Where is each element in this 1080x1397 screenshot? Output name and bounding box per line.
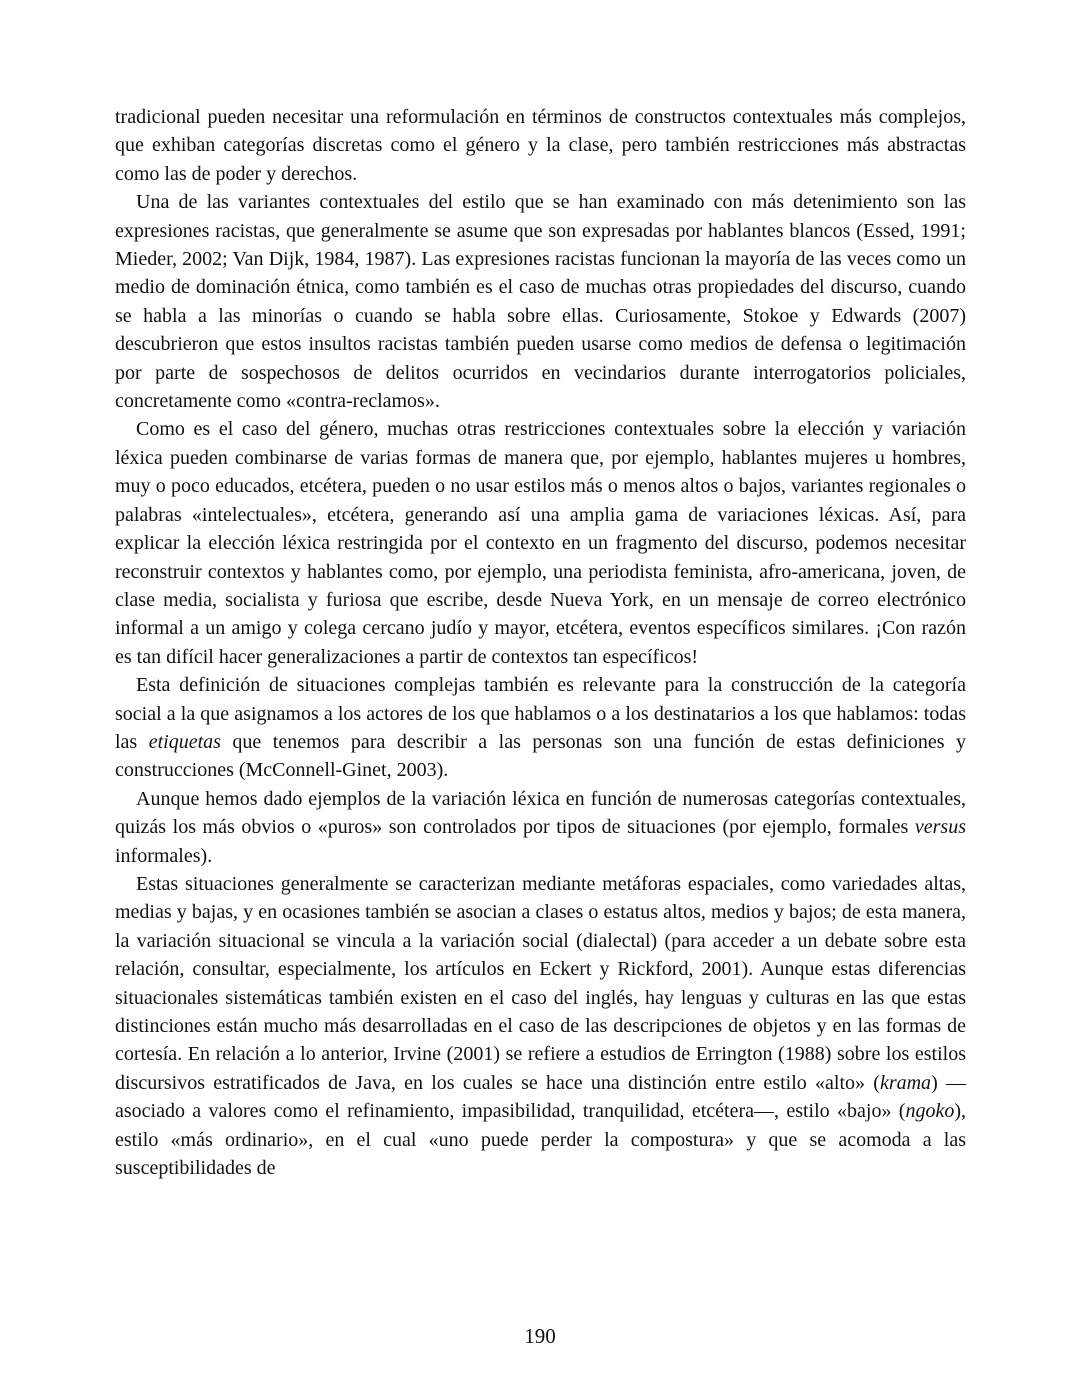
paragraph: [115, 415, 966, 671]
italic-run: versus: [914, 816, 966, 839]
paragraph: [115, 188, 966, 415]
page-number: 190: [524, 1324, 556, 1348]
paragraph: [115, 671, 966, 785]
text-run: Esta definición de situaciones complejas también es relevante para la construcción de la categoría social a la que asignamos a los actores de los que hablamos o a los destinatarios a los que hablamos: todas las: [115, 674, 966, 753]
paragraph: [115, 785, 966, 870]
paragraph: [115, 103, 966, 188]
text-run: tradicional pueden necesitar una reformulación en términos de constructos contextuales más complejos, que exhiban categorías discretas como el género y la clase, pero también restricciones más abstractas como las de poder y derechos.: [115, 106, 966, 185]
italic-run: ngoko: [905, 1100, 955, 1123]
text-run: Como es el caso del género, muchas otras restricciones contextuales sobre la elección y variación léxica pueden combinarse de varias formas de manera que, por ejemplo, hablantes mujeres u hombres, muy o poco educados, etcétera, pueden o no usar estilos más o menos altos o bajos, variantes regionales o palabras «intelectuales», etcétera, generando así una amplia gama de variaciones léxicas. Así, para explicar la elección léxica restringida por el contexto en un fragmento del discurso, podemos necesitar reconstruir contextos y hablantes como, por ejemplo, una periodista feminista, afro-americana, joven, de clase media, socialista y furiosa que escribe, desde Nueva York, en un mensaje de correo electrónico informal a un amigo y colega cercano judío y mayor, etcétera, eventos específicos similares. ¡Con razón es tan difícil hacer generalizaciones a partir de contextos tan específicos!: [115, 418, 966, 668]
italic-run: etiquetas: [148, 730, 221, 753]
italic-run: krama: [879, 1071, 932, 1094]
text-block: [115, 103, 966, 1182]
text-run: que tenemos para describir a las personas son una función de estas definiciones y construcciones (McConnell-Ginet, 2003).: [115, 730, 967, 782]
text-run: informales).: [115, 844, 213, 867]
text-run: ), estilo «más ordinario», en el cual «uno puede perder la compostura» y que se acomoda a las susceptibilidades de: [115, 1100, 966, 1180]
text-run: Una de las variantes contextuales del estilo que se han examinado con más detenimiento son las expresiones racistas, que generalmente se asume que son expresadas por hablantes blancos (Essed, 1991; Mieder, 2002; Van Dijk, 1984, 1987). Las expresiones racistas funcionan la mayoría de las veces como un medio de dominación étnica, como también es el caso de muchas otras propiedades del discurso, cuando se habla a las minorías o cuando se habla sobre ellas. Curiosamente, Stokoe y Edwards (2007) descubrieron que estos insultos racistas también pueden usarse como medios de defensa o legitimación por parte de sospechosos de delitos ocurridos en vecindarios durante interrogatorios policiales, concretamente como «contra-reclamos».: [115, 191, 966, 413]
text-run: ) —asociado a valores como el refinamiento, impasibilidad, tranquilidad, etcétera—, estilo «bajo» (: [115, 1071, 966, 1123]
paragraph: [115, 870, 966, 1182]
text-run: Aunque hemos dado ejemplos de la variación léxica en función de numerosas categorías contextuales, quizás los más obvios o «puros» son controlados por tipos de situaciones (por ejemplo, formales: [115, 787, 966, 839]
text-run: Estas situaciones generalmente se caracterizan mediante metáforas espaciales, como variedades altas, medias y bajas, y en ocasiones también se asocian a clases o estatus altos, medios y bajos; de esta manera, la variación situacional se vincula a la variación social (dialectal) (para acceder a un debate sobre esta relación, consultar, especialmente, los artículos en Eckert y Rickford, 2001). Aunque estas diferencias situacionales sistemáticas también existen en el caso del inglés, hay lenguas y culturas en las que estas distinciones están mucho más desarrolladas en el caso de las descripciones de objetos y en las formas de cortesía. En relación a lo anterior, Irvine (2001) se refiere a estudios de Errington (1988) sobre los estilos discursivos estratificados de Java, en los cuales se hace una distinción entre estilo «alto» (: [115, 872, 966, 1094]
